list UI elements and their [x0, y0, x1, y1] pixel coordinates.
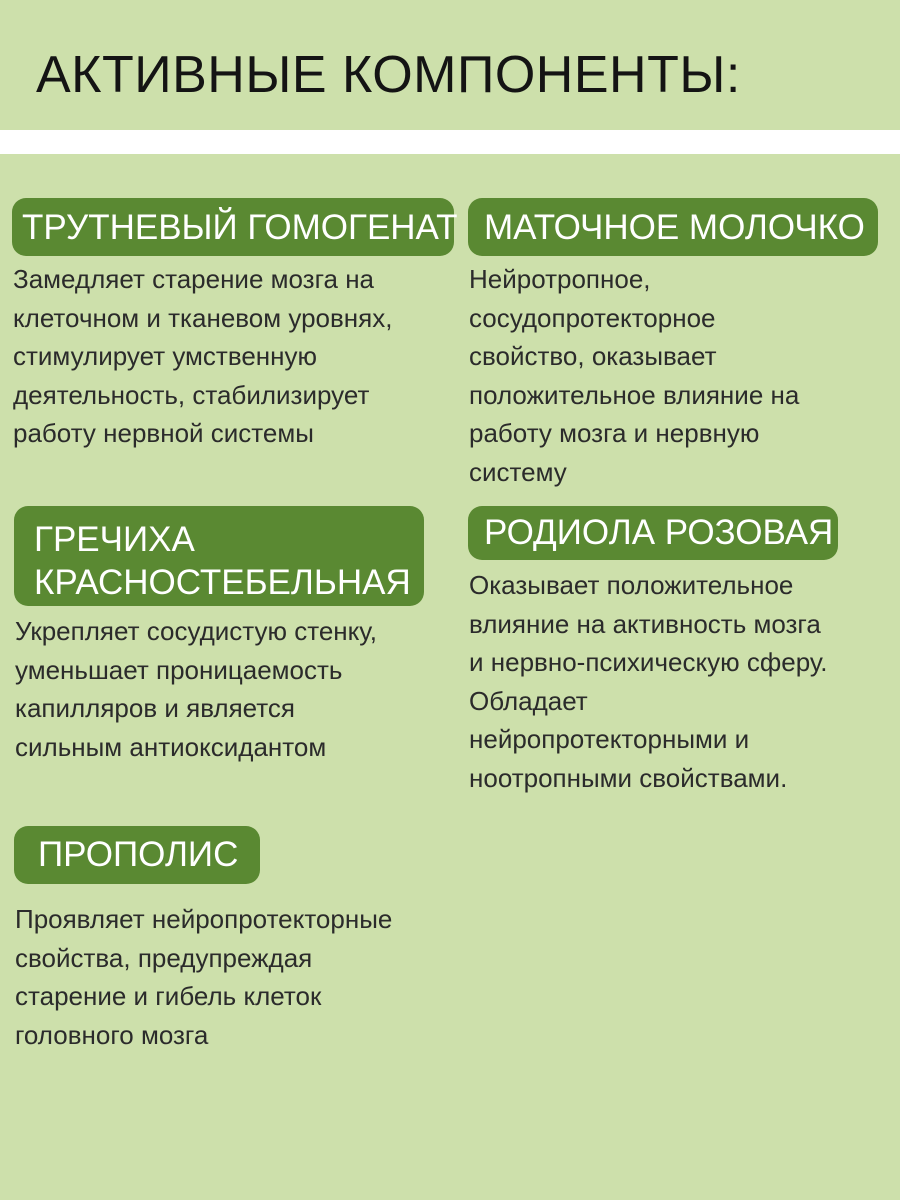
- header-divider: [0, 130, 900, 154]
- component-text-buckwheat: Укрепляет сосудистую стенку, уменьшает проницаемость капилляров и является сильным антиоксидантом: [15, 616, 377, 762]
- component-title-rhodiola: РОДИОЛА РОЗОВАЯ: [468, 506, 838, 560]
- page-title: АКТИВНЫЕ КОМПОНЕНТЫ:: [36, 46, 741, 104]
- header: [0, 0, 900, 130]
- component-text-propolis: Проявляет нейропротекторные свойства, предупреждая старение и гибель клеток головного мозга: [15, 904, 393, 1050]
- component-text-rhodiola: Оказывает положительное влияние на активность мозга и нервно-психическую сферу. Обладает нейропротекторными и ноотропными свойствами.: [469, 570, 828, 793]
- component-title-propolis: ПРОПОЛИС: [14, 826, 260, 884]
- component-text-royal-jelly: Нейротропное, сосудопротекторное свойство, оказывает положительное влияние на работу мозга и нервную систему: [469, 264, 800, 487]
- component-title-buckwheat: ГРЕЧИХА КРАСНОСТЕБЕЛЬНАЯ: [14, 506, 424, 606]
- component-title-royal-jelly: МАТОЧНОЕ МОЛОЧКО: [468, 198, 878, 256]
- component-text-drone-homogenate: Замедляет старение мозга на клеточном и тканевом уровнях, стимулирует умственную деятельность, стабилизирует работу нервной системы: [13, 264, 393, 448]
- component-title-drone-homogenate: ТРУТНЕВЫЙ ГОМОГЕНАТ: [12, 198, 454, 256]
